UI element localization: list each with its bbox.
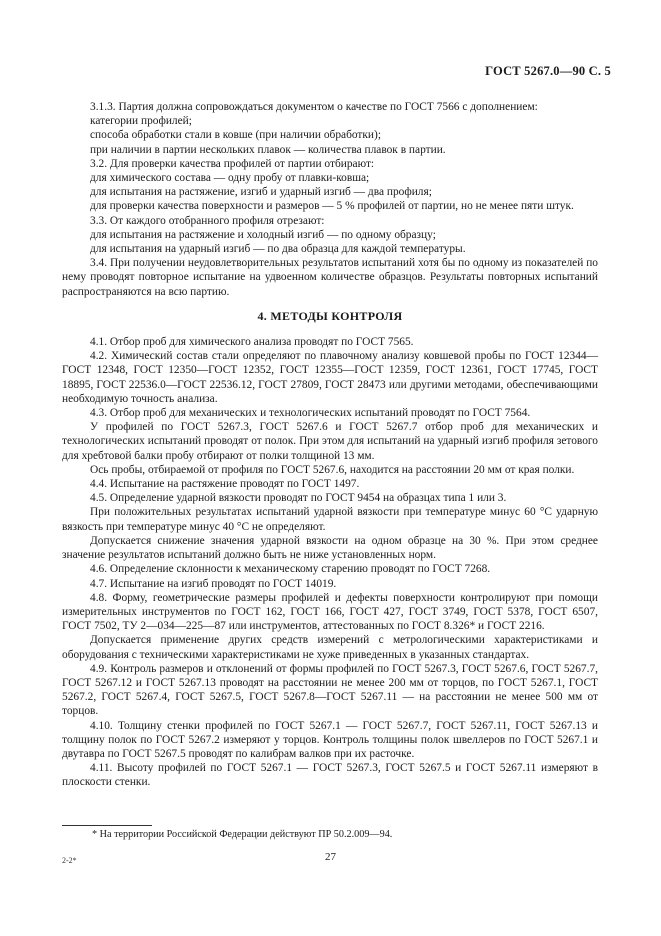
paragraph: 4.8. Форму, геометрические размеры профилей и дефекты поверхности контролируют при помощи измерительных инструментов по ГОСТ 162, ГОСТ 166, ГОСТ 427, ГОСТ 3749, ГОСТ 5378, ГОСТ 6507, ГОСТ 7502, ТУ 2—034—225—87 или инструментов, аттестованных по ГОСТ 8.326* и ГОСТ 2216. — [62, 591, 598, 633]
paragraph: Допускается применение других средств измерений с метрологическими характеристиками и оборудования с техническими характеристиками не хуже приведенных в указанных стандартах. — [62, 634, 598, 661]
paragraph: 4.9. Контроль размеров и отклонений от формы профилей по ГОСТ 5267.3, ГОСТ 5267.6, ГОСТ 5267.7, ГОСТ 5267.12 и ГОСТ 5267.13 проводят на расстоянии не менее 200 мм от торцов, по ГОСТ 5267.1, ГОСТ 5267.2, ГОСТ 5267.4, ГОСТ 5267.5, ГОСТ 5267.8—ГОСТ 5267.11 — на расстоянии не менее 500 мм от торцов. — [62, 662, 598, 718]
paragraph: У профилей по ГОСТ 5267.3, ГОСТ 5267.6 и ГОСТ 5267.7 отбор проб для механических и технологических испытаний проводят от полок. При этом для испытаний на ударный изгиб профиля зетового для хребтовой балки пробу отбирают от полки толщиной 13 мм. — [62, 421, 598, 462]
paragraph: 3.3. От каждого отобранного профиля отрезают: — [90, 214, 325, 227]
paragraph: 4.4. Испытание на растяжение проводят по ГОСТ 1497. — [90, 478, 360, 491]
paragraph: 4.3. Отбор проб для механических и технологических испытаний проводят по ГОСТ 7564. — [90, 407, 531, 420]
page-header: ГОСТ 5267.0—90 С. 5 — [485, 64, 611, 78]
paragraph: для испытания на ударный изгиб — по два образца для каждой температуры. — [90, 243, 466, 256]
paragraph: для испытания на растяжение, изгиб и ударный изгиб — два профиля; — [90, 186, 432, 199]
paragraph: 4.11. Высоту профилей по ГОСТ 5267.1 — ГОСТ 5267.3, ГОСТ 5267.5 и ГОСТ 5267.11 измеряют в плоскости стенки. — [62, 762, 598, 789]
paragraph: При положительных результатах испытаний ударной вязкости при температуре минус 60 °С ударную вязкость при температуре минус 40 °С не определяют. — [62, 506, 598, 533]
page-number: 27 — [325, 851, 336, 863]
footnote: * На территории Российской Федерации действуют ПР 50.2.009—94. — [92, 829, 393, 840]
paragraph: 4.1. Отбор проб для химического анализа проводят по ГОСТ 7565. — [90, 336, 414, 349]
paragraph: Допускается снижение значения ударной вязкости на одном образце на 30 %. При этом среднее значение результатов испытаний должно быть не ниже установленных норм. — [62, 534, 598, 562]
paragraph: для проверки качества поверхности и размеров — 5 % профилей от партии, но не менее пяти штук. — [90, 200, 574, 213]
paragraph: 3.1.3. Партия должна сопровождаться документом о качестве по ГОСТ 7566 с дополнением: — [90, 101, 538, 113]
section-3-block — [62, 100, 598, 299]
paragraph: 3.2. Для проверки качества профилей от партии отбирают: — [90, 157, 375, 170]
paragraph: 4.10. Толщину стенки профилей по ГОСТ 5267.1 — ГОСТ 5267.7, ГОСТ 5267.11, ГОСТ 5267.13 и толщину полок по ГОСТ 5267.2 измеряют у торцов. Контроль толщины полок швеллеров по ГОСТ 5267.1 и двутавра по ГОСТ 5267.5 проводят по калибрам валков при их расточке. — [62, 719, 598, 760]
paragraph: 4.6. Определение склонности к механическому старению проводят по ГОСТ 7268. — [90, 563, 491, 576]
paragraph: категории профилей; — [90, 115, 192, 128]
paragraph: для испытания на растяжение и холодный изгиб — по одному образцу; — [90, 228, 436, 241]
print-mark: 2-2* — [62, 856, 77, 865]
document-body — [62, 100, 598, 790]
paragraph: для химического состава — одну пробу от плавки-ковша; — [90, 172, 370, 185]
section-4-block — [62, 335, 598, 790]
paragraph: 4.7. Испытание на изгиб проводят по ГОСТ 14019. — [90, 577, 337, 590]
paragraph: способа обработки стали в ковше (при наличии обработки); — [90, 129, 381, 142]
paragraph: 4.5. Определение ударной вязкости проводят по ГОСТ 9454 на образцах типа 1 или 3. — [90, 492, 507, 505]
paragraph: при наличии в партии нескольких плавок — количества плавок в партии. — [90, 143, 446, 156]
paragraph: 3.4. При получении неудовлетворительных результатов испытаний хотя бы по одному из показателей по нему проводят повторное испытание на удвоенном количестве образцов. Результаты повторных испытаний распространяются на всю партию. — [62, 257, 598, 298]
footnote-divider — [62, 825, 152, 826]
section-title: 4. МЕТОДЫ КОНТРОЛЯ — [257, 308, 403, 323]
paragraph: Ось пробы, отбираемой от профиля по ГОСТ 5267.6, находится на расстоянии 20 мм от края полки. — [90, 463, 575, 476]
paragraph: 4.2. Химический состав стали определяют по плавочному анализу ковшевой пробы по ГОСТ 12344—ГОСТ 12348, ГОСТ 12350—ГОСТ 12352, ГОСТ 12355—ГОСТ 12359, ГОСТ 12361, ГОСТ 17745, ГОСТ 18895, ГОСТ 22536.0—ГОСТ 22536.12, ГОСТ 27809, ГОСТ 28473 или другими методами, обеспечивающими необходимую точность анализа. — [62, 350, 598, 405]
